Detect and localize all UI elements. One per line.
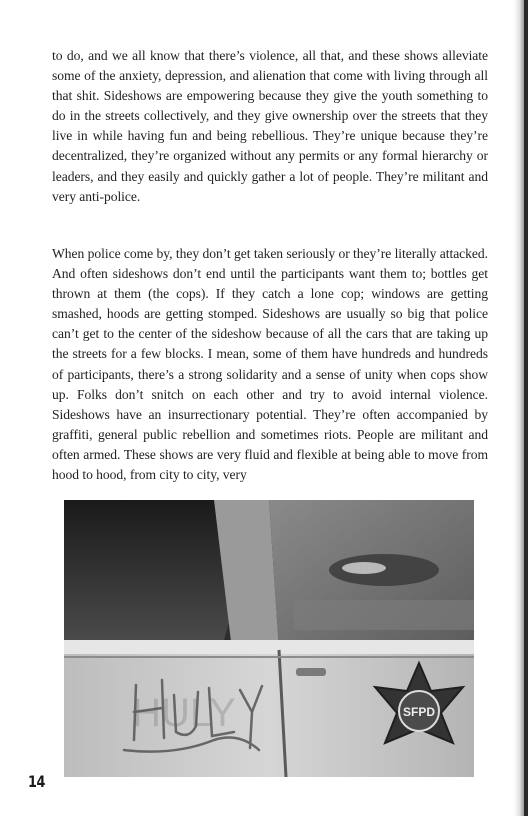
body-paragraph: to do, and we all know that there’s violence, all that, and these shows alleviate some of the anxiety, depression, and alienation that come with living through all that shit. Sideshows are empowering because they give the youth something to do in the streets collectively, and they give ownership over the streets that they live in while having fun and being rebellious. They’re unique because they’re decentralized, they’re organized without any permits or any formal hierarchy or leaders, and they easily and quickly gather a lot of people. They’re militant and very anti-police. <box>52 48 488 204</box>
police-car-photo <box>64 500 474 777</box>
body-paragraph: When police come by, they don’t get taken seriously or they’re literally attacked. And often sideshows don’t end until the participants want them to; bottles get thrown at them (the cops). If they catch a lone cop; windows are getting smashed, hoods are getting stomped. Sideshows are usually so big that police can’t get to the center of the sideshow because of all the cars that are taking up the streets for a few blocks. I mean, some of them have hundreds and hundreds of participants, there’s a strong solidarity and a sense of unity when cops show up. Folks don’t snitch on each other and try to avoid internal violence. Sideshows have an insurrectionary potential. They’re often accompanied by graffiti, general public rebellion and sometimes riots. People are militant and often armed. These shows are very fluid and flexible at being able to move from hood to hood, from city to city, very <box>52 246 488 483</box>
badge-label: SFPD <box>402 705 436 719</box>
page-number: 14 <box>28 772 46 791</box>
graffiti-tag: HULY <box>132 691 236 735</box>
page-edge-line <box>524 0 528 816</box>
